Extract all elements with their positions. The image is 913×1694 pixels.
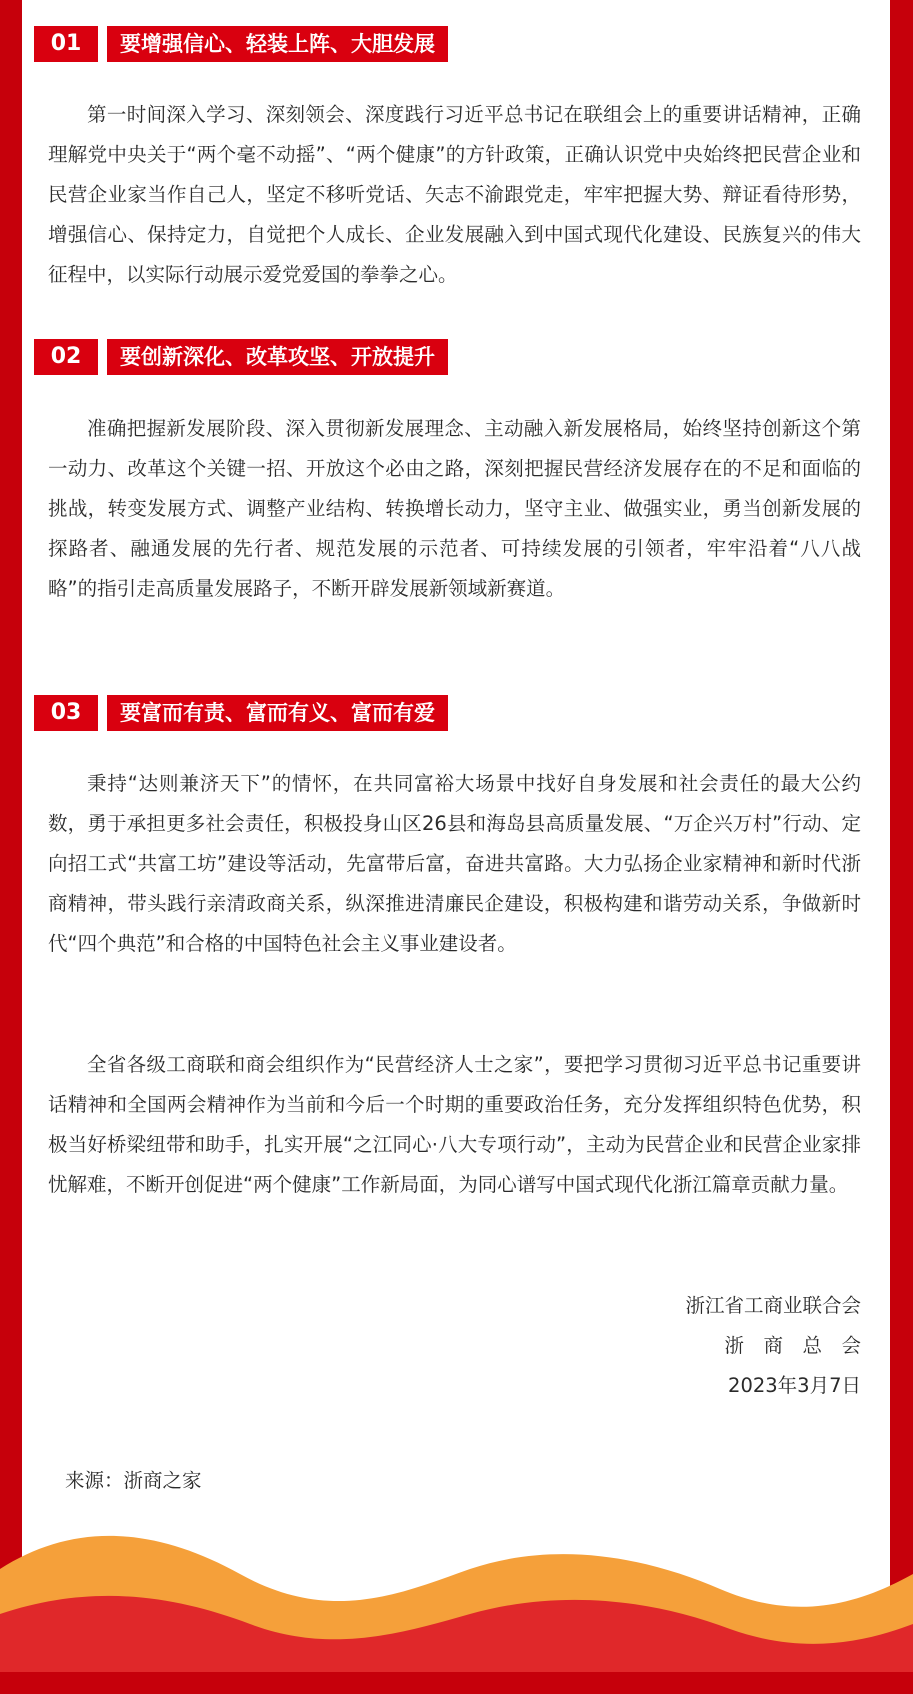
- signature-date: 2023年3月7日: [728, 1374, 861, 1397]
- decorative-waves: [0, 1514, 913, 1694]
- signature-org-2: 浙 商 总 会: [724, 1334, 861, 1357]
- section-paragraph-1: 第一时间深入学习、深刻领会、深度践行习近平总书记在联组会上的重要讲话精神，正确理解党中央关于“两个毫不动摇”、“两个健康”的方针政策，正确认识党中央始终把民营企业和民营企业家当作自己人，坚定不移听党话、矢志不渝跟党走，牢牢把握大势、辩证看待形势，增强信心、保持定力，自觉把个人成长、企业发展融入到中国式现代化建设、民族复兴的伟大征程中，以实际行动展示爱党爱国的拳拳之心。: [48, 103, 861, 286]
- section-paragraph-3: 秉持“达则兼济天下”的情怀，在共同富裕大场景中找好自身发展和社会责任的最大公约数，勇于承担更多社会责任，积极投身山区26县和海岛县高质量发展、“万企兴万村”行动、定向招工式“共富工坊”建设等活动，先富带后富，奋进共富路。大力弘扬企业家精神和新时代浙商精神，带头践行亲清政商关系，纵深推进清廉民企建设，积极构建和谐劳动关系，争做新时代“四个典范”和合格的中国特色社会主义事业建设者。: [48, 772, 861, 955]
- section-title-3: 要富而有责、富而有义、富而有爱: [107, 695, 448, 731]
- left-border: [0, 0, 22, 1694]
- section-title-1: 要增强信心、轻装上阵、大胆发展: [107, 26, 448, 62]
- section-title-2: 要创新深化、改革攻坚、开放提升: [107, 339, 448, 375]
- section-number-2: 02: [34, 339, 98, 375]
- source-note: 来源：浙商之家: [65, 1469, 202, 1492]
- closing-paragraph: 全省各级工商联和商会组织作为“民营经济人士之家”，要把学习贯彻习近平总书记重要讲话精神和全国两会精神作为当前和今后一个时期的重要政治任务，充分发挥组织特色优势，积极当好桥梁纽带和助手，扎实开展“之江同心·八大专项行动”，主动为民营企业和民营企业家排忧解难，不断开创促进“两个健康”工作新局面，为同心谱写中国式现代化浙江篇章贡献力量。: [48, 1053, 861, 1196]
- bottom-border: [0, 1672, 913, 1694]
- signature-org-1: 浙江省工商业联合会: [685, 1294, 861, 1317]
- section-paragraph-2: 准确把握新发展阶段、深入贯彻新发展理念、主动融入新发展格局，始终坚持创新这个第一动力、改革这个关键一招、开放这个必由之路，深刻把握民营经济发展存在的不足和面临的挑战，转变发展方式、调整产业结构、转换增长动力，坚守主业、做强实业，勇当创新发展的探路者、融通发展的先行者、规范发展的示范者、可持续发展的引领者，牢牢沿着“八八战略”的指引走高质量发展路子，不断开辟发展新领域新赛道。: [48, 417, 861, 600]
- section-number-1: 01: [34, 26, 98, 62]
- right-border: [890, 0, 913, 1694]
- section-number-3: 03: [34, 695, 98, 731]
